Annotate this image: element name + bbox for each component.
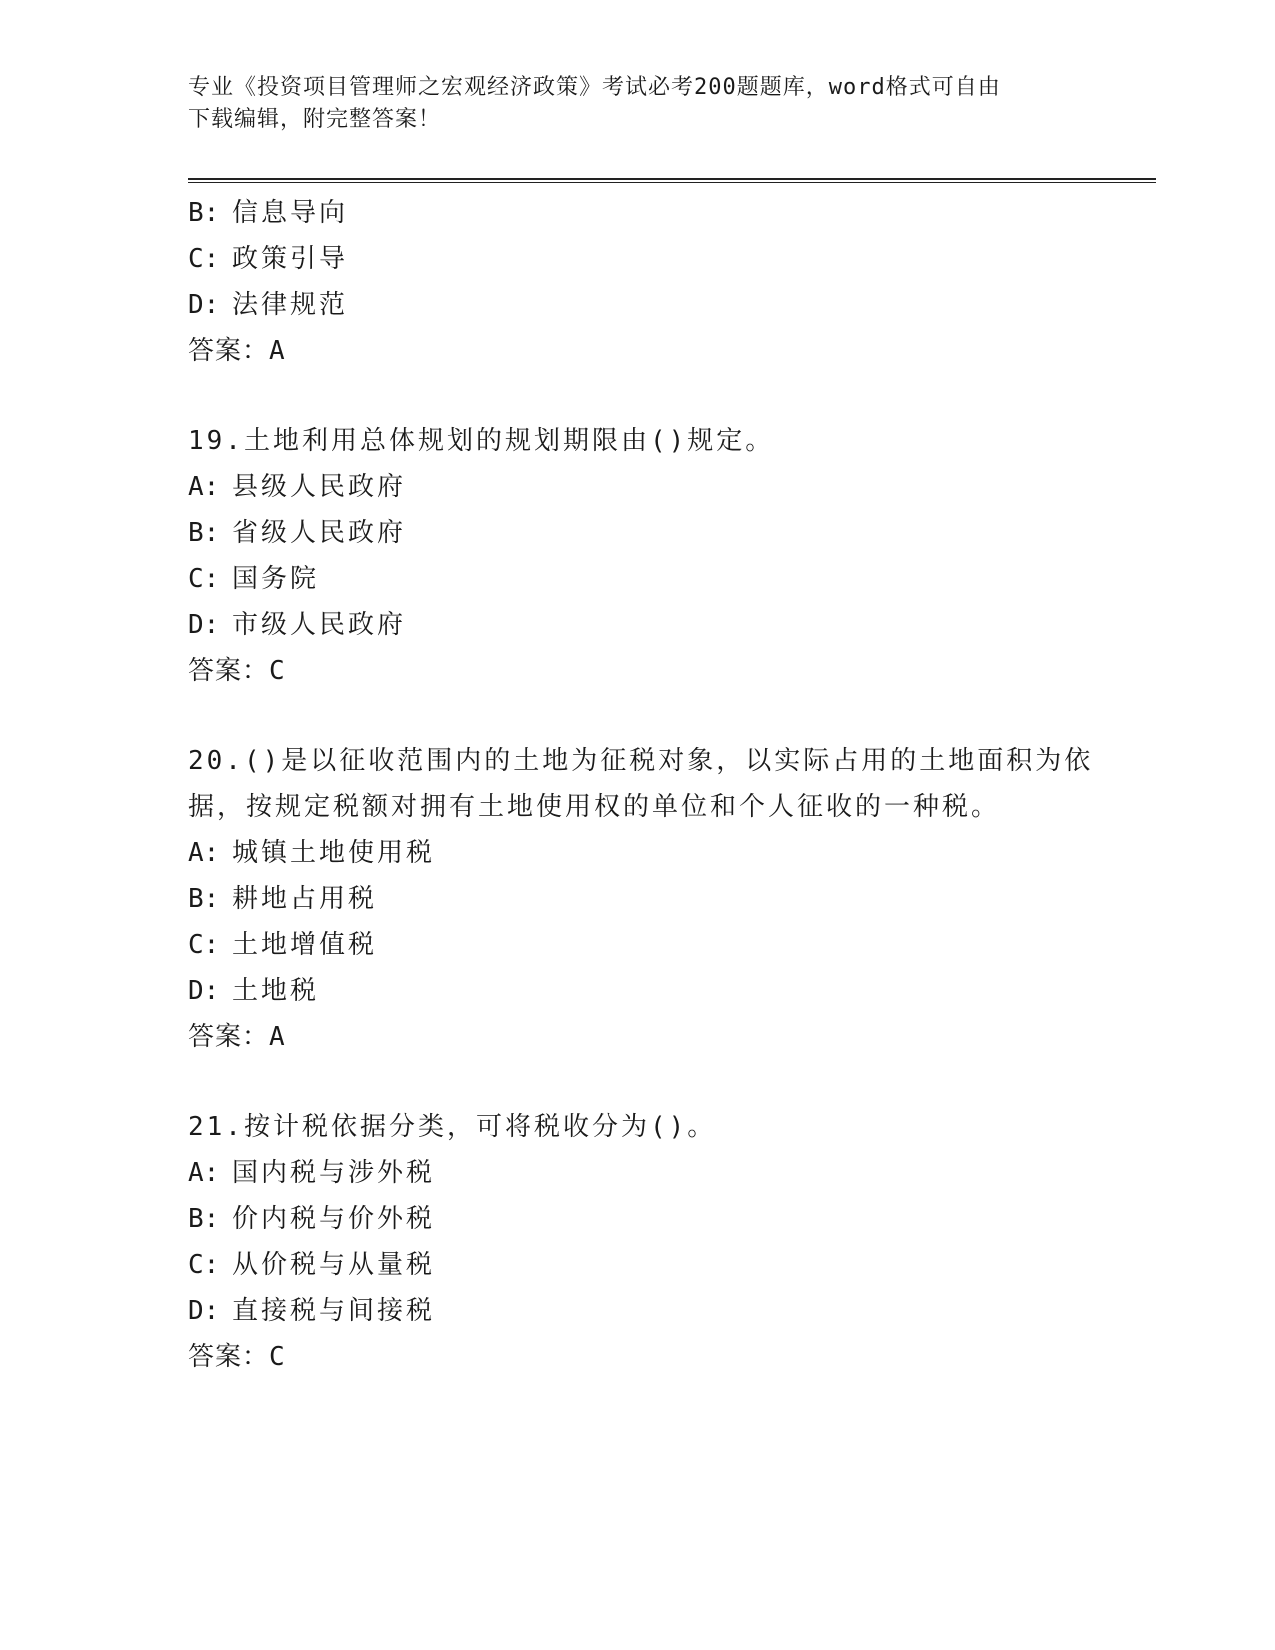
answer-line: 答案：A bbox=[188, 336, 286, 366]
option-d: D: 土地税 bbox=[188, 976, 320, 1006]
option-c: C: 国务院 bbox=[188, 564, 320, 594]
question-stem: 20.()是以征收范围内的土地为征税对象，以实际占用的土地面积为依 bbox=[188, 746, 1094, 776]
option-c: C: 土地增值税 bbox=[188, 930, 378, 960]
option-b: B: 价内税与价外税 bbox=[188, 1204, 436, 1234]
document-header bbox=[188, 72, 1068, 136]
question-stem: 19.土地利用总体规划的规划期限由()规定。 bbox=[188, 426, 775, 456]
question-20 bbox=[188, 738, 1094, 1060]
header-line-2: 下载编辑，附完整答案！ bbox=[188, 107, 442, 132]
answer-line: 答案：C bbox=[188, 656, 286, 686]
question-19 bbox=[188, 418, 1088, 694]
option-a: A: 县级人民政府 bbox=[188, 472, 407, 502]
question-stem-continued: 据，按规定税额对拥有土地使用权的单位和个人征收的一种税。 bbox=[188, 792, 1001, 822]
question-21 bbox=[188, 1104, 1088, 1380]
option-d: D: 直接税与间接税 bbox=[188, 1296, 436, 1326]
option-b: B: 耕地占用税 bbox=[188, 884, 378, 914]
question-18-continuation bbox=[188, 190, 1088, 374]
question-list bbox=[188, 190, 1094, 1380]
option-a: A: 城镇土地使用税 bbox=[188, 838, 436, 868]
answer-line: 答案：C bbox=[188, 1342, 286, 1372]
header-line-1: 专业《投资项目管理师之宏观经济政策》考试必考200题题库，word格式可自由 bbox=[188, 75, 1001, 100]
option-a: A: 国内税与涉外税 bbox=[188, 1158, 436, 1188]
answer-line: 答案：A bbox=[188, 1022, 286, 1052]
option-d: D: 市级人民政府 bbox=[188, 610, 407, 640]
option-c: C: 从价税与从量税 bbox=[188, 1250, 436, 1280]
option-d: D: 法律规范 bbox=[188, 290, 349, 320]
question-stem: 21.按计税依据分类，可将税收分为()。 bbox=[188, 1112, 717, 1142]
option-b: B: 信息导向 bbox=[188, 198, 349, 228]
header-divider bbox=[188, 178, 1156, 183]
option-b: B: 省级人民政府 bbox=[188, 518, 407, 548]
option-c: C: 政策引导 bbox=[188, 244, 349, 274]
